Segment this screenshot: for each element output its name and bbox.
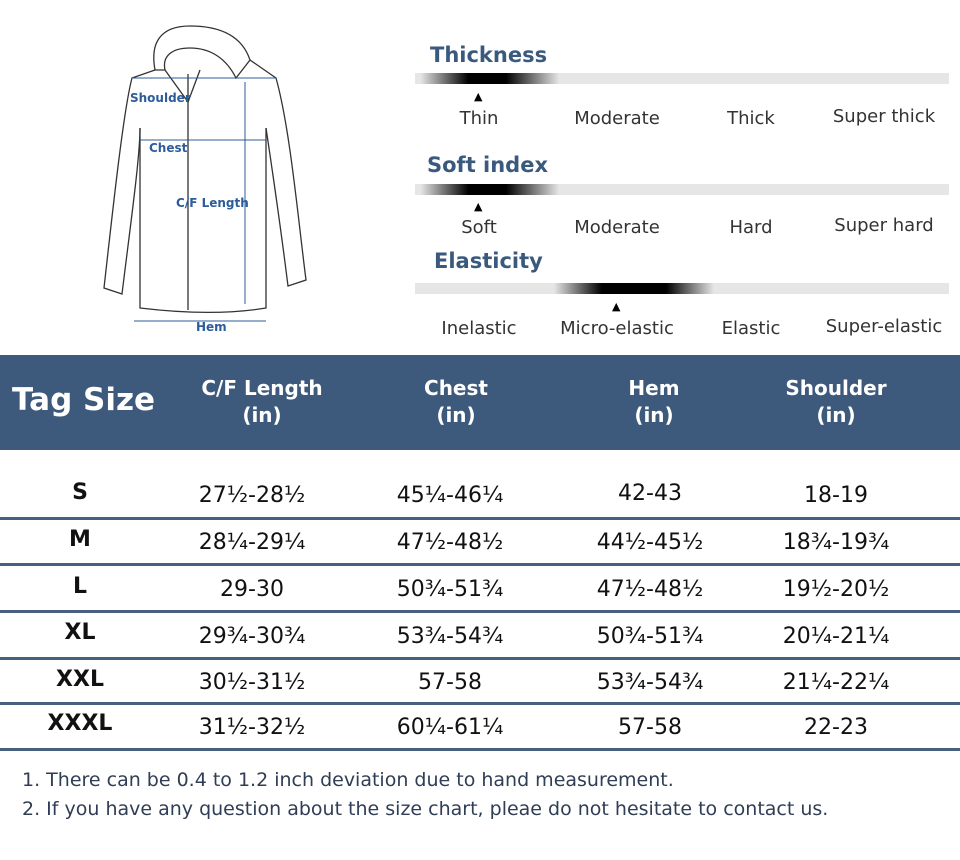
scale-bar — [415, 283, 949, 294]
jacket-measurement-diagram — [100, 18, 330, 338]
chest-cell: 57-58 — [418, 670, 482, 695]
column-unit: (in) — [816, 403, 856, 427]
scale-option: Super thick — [832, 106, 936, 127]
scale-option: Hard — [729, 217, 773, 238]
scale-title: Thickness — [430, 43, 548, 67]
scale-option: Moderate — [574, 108, 660, 129]
thickness-scale — [415, 40, 950, 140]
scale-marker-icon: ▲ — [474, 200, 483, 213]
column-unit: (in) — [634, 403, 674, 427]
elasticity-scale — [415, 246, 950, 346]
hem-cell: 50¾-51¾ — [596, 624, 704, 649]
column-name: Shoulder — [785, 376, 887, 400]
scale-title: Elasticity — [434, 249, 543, 273]
hem-cell: 47½-48½ — [596, 577, 704, 602]
row-divider — [0, 563, 960, 566]
scale-option: Super hard — [834, 215, 934, 236]
chest-cell: 60¼-61¼ — [396, 715, 504, 740]
column-header-chest — [356, 375, 556, 429]
column-header-cf-length — [162, 375, 362, 429]
scale-title: Soft index — [427, 153, 549, 177]
scale-option: Thin — [459, 108, 499, 129]
hem-cell: 42-43 — [618, 481, 682, 506]
column-name: C/F Length — [201, 376, 323, 400]
hem-cell: 57-58 — [618, 715, 682, 740]
size-chart-notes — [22, 766, 828, 824]
column-unit: (in) — [242, 403, 282, 427]
size-table-header — [0, 355, 960, 450]
size-cell: M — [69, 527, 91, 552]
tag-size-heading: Tag Size — [12, 382, 156, 418]
shoulder-cell: 20¼-21¼ — [782, 624, 890, 649]
shoulder-label: Shoulder — [130, 91, 191, 105]
hem-label: Hem — [196, 320, 227, 334]
size-cell: XL — [64, 620, 96, 645]
column-header-shoulder — [736, 375, 936, 429]
scale-option: Elastic — [721, 318, 781, 339]
note-line: 1. There can be 0.4 to 1.2 inch deviation due to hand measurement. — [22, 769, 674, 791]
scale-marker-icon: ▲ — [612, 300, 621, 313]
hem-cell: 53¾-54¾ — [596, 670, 704, 695]
shoulder-cell: 18¾-19¾ — [782, 530, 890, 555]
cf-length-cell: 30½-31½ — [198, 670, 306, 695]
row-divider — [0, 610, 960, 613]
cf-length-cell: 29-30 — [220, 577, 284, 602]
shoulder-cell: 18-19 — [804, 483, 868, 508]
row-divider — [0, 517, 960, 520]
shoulder-cell: 22-23 — [804, 715, 868, 740]
chest-cell: 50¾-51¾ — [396, 577, 504, 602]
scale-option: Moderate — [574, 217, 660, 238]
size-cell: XXL — [56, 667, 104, 692]
chest-cell: 45¼-46¼ — [396, 483, 504, 508]
cf-length-cell: 31½-32½ — [198, 715, 306, 740]
column-name: Chest — [424, 376, 488, 400]
size-cell: XXXL — [47, 711, 113, 736]
shoulder-cell: 19½-20½ — [782, 577, 890, 602]
scale-option: Soft — [461, 217, 497, 238]
scale-option: Micro-elastic — [560, 318, 674, 339]
row-divider — [0, 748, 960, 751]
chest-cell: 47½-48½ — [396, 530, 504, 555]
size-cell: S — [72, 480, 88, 505]
chest-cell: 53¾-54¾ — [396, 624, 504, 649]
cf-length-label: C/F Length — [176, 196, 249, 210]
cf-length-cell: 29¾-30¾ — [198, 624, 306, 649]
shoulder-cell: 21¼-22¼ — [782, 670, 890, 695]
scale-option: Inelastic — [441, 318, 517, 339]
cf-length-cell: 27½-28½ — [198, 483, 306, 508]
size-cell: L — [72, 574, 88, 599]
scale-marker-icon: ▲ — [474, 90, 483, 103]
scale-option: Thick — [727, 108, 775, 129]
scale-bar — [415, 184, 949, 195]
row-divider — [0, 657, 960, 660]
hem-cell: 44½-45½ — [596, 530, 704, 555]
cf-length-cell: 28¼-29¼ — [198, 530, 306, 555]
row-divider — [0, 702, 960, 705]
scale-option: Super-elastic — [825, 316, 943, 337]
column-unit: (in) — [436, 403, 476, 427]
note-line: 2. If you have any question about the size chart, pleae do not hesitate to contact us. — [22, 798, 829, 820]
scale-bar — [415, 73, 949, 84]
column-name: Hem — [628, 376, 680, 400]
chest-label: Chest — [149, 141, 188, 155]
soft-index-scale — [415, 150, 950, 250]
column-header-hem — [554, 375, 754, 429]
